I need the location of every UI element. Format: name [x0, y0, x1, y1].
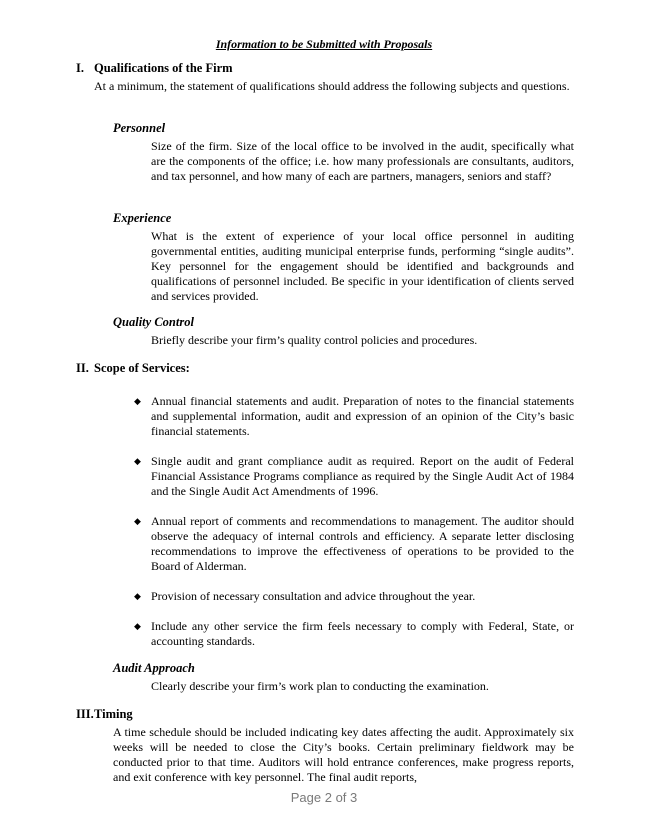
bullet-diamond-icon: ◆ — [134, 456, 141, 466]
section-intro: At a minimum, the statement of qualifications should address the following subjects and questions. — [94, 79, 570, 93]
section-heading-3 — [76, 707, 133, 722]
section-title: Scope of Services: — [94, 361, 190, 375]
bullet-diamond-icon: ◆ — [134, 516, 141, 526]
section-number: I. — [76, 61, 84, 75]
subsection-heading-quality-control: Quality Control — [113, 315, 194, 329]
bullet-diamond-icon: ◆ — [134, 591, 141, 601]
section-number: II. — [76, 361, 89, 375]
section-number: III. — [76, 707, 94, 721]
list-item: Annual financial statements and audit. Preparation of notes to the financial statements and supplemental information, audit and expression of an opinion of the City’s basic financial statements. — [151, 394, 574, 438]
subsection-text-personnel: Size of the firm. Size of the local office to be involved in the audit, specifically what are the components of the office; i.e. how many professionals are consultants, auditors, and tax personnel, and how many of each are partners, managers, seniors and staff? — [151, 139, 574, 183]
list-item: Provision of necessary consultation and advice throughout the year. — [151, 589, 476, 603]
subsection-text-experience: What is the extent of experience of your local office personnel in auditing governmental entities, auditing municipal enterprise funds, performing “single audits”. Key personnel for the engagement should be identified and backgrounds and qualifications of personnel included. Be specific in your identification of clients served and services provided. — [151, 229, 574, 303]
document-title: Information to be Submitted with Proposals — [215, 37, 433, 51]
list-item: Single audit and grant compliance audit as required. Report on the audit of Federal Financial Assistance Programs compliance as required by the Single Audit Act of 1984 and the Single Audit Act Amendments of 1996. — [151, 454, 574, 498]
section-title: Timing — [94, 707, 133, 721]
list-item: Annual report of comments and recommendations to management. The auditor should observe the adequacy of internal controls and efficiency. A separate letter disclosing recommendations to improve the effectiveness of operations to be provided to the Board of Alderman. — [151, 514, 574, 573]
section-heading-2 — [76, 361, 190, 376]
bullet-diamond-icon: ◆ — [134, 396, 141, 406]
list-item: Include any other service the firm feels necessary to comply with Federal, State, or accounting standards. — [151, 619, 574, 648]
subsection-heading-personnel: Personnel — [113, 121, 166, 135]
subsection-heading-audit-approach: Audit Approach — [113, 661, 195, 675]
bullet-diamond-icon: ◆ — [134, 621, 141, 631]
section-title: Qualifications of the Firm — [94, 61, 233, 75]
subsection-text-quality-control: Briefly describe your firm’s quality control policies and procedures. — [151, 333, 478, 347]
subsection-heading-experience: Experience — [113, 211, 172, 225]
page-number-footer: Page 2 of 3 — [290, 790, 358, 805]
section-heading-1 — [76, 61, 233, 76]
section-intro: A time schedule should be included indicating key dates affecting the audit. Approximately six weeks will be needed to close the City’s books. Certain preliminary fieldwork may be conducted prior to that time. Auditors will hold entrance conferences, make progress reports, and exit conference with key personnel. The final audit reports, — [113, 725, 574, 784]
subsection-text-audit-approach: Clearly describe your firm’s work plan to conducting the examination. — [151, 679, 489, 693]
